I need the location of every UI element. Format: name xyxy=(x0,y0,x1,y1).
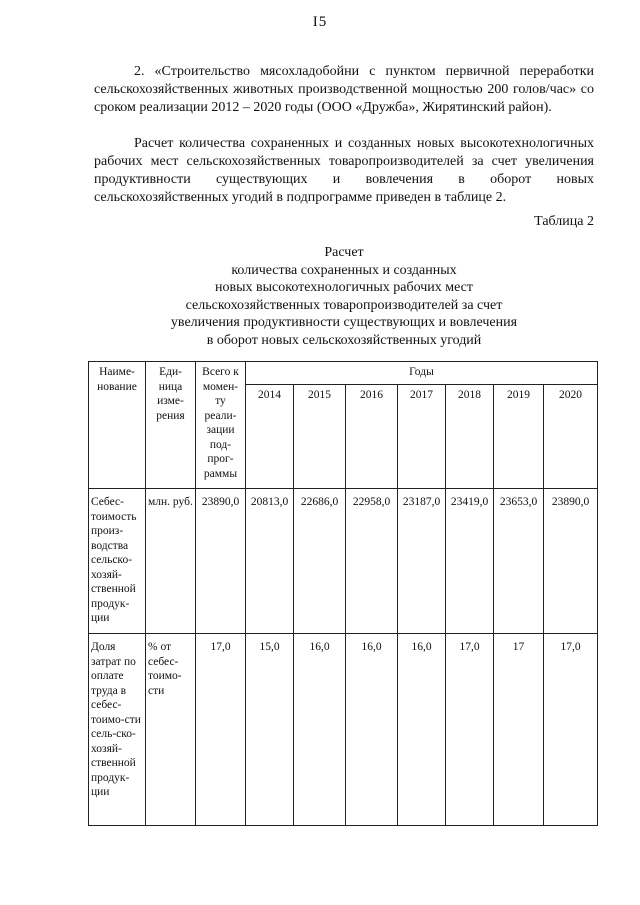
row-value: 22686,0 xyxy=(294,489,346,634)
row-value: 23890,0 xyxy=(544,489,598,634)
row-value: 16,0 xyxy=(398,634,446,826)
row-unit: % от себес-тоимо-сти xyxy=(146,634,196,826)
row-total: 17,0 xyxy=(196,634,246,826)
jobs-table xyxy=(88,361,598,826)
paragraph-project: 2. «Строительство мясохладобойни с пунктом первичной переработки сельскохозяйственных животных производственной мощностью 200 голов/час» со сроком реализации 2012 – 2020 годы (ООО «Дружба», Жирятинский район). xyxy=(94,64,594,115)
header-year: 2014 xyxy=(246,385,294,489)
row-name: Себес-тоимость произ-водства сельско-хозяй-ственной продук-ции xyxy=(89,489,146,634)
row-name: Доля затрат по оплате труда в себес-тоимо-сти сель-ско-хозяй-ственной продук-ции xyxy=(89,634,146,826)
header-year: 2016 xyxy=(346,385,398,489)
row-value: 16,0 xyxy=(294,634,346,826)
table-header-row xyxy=(89,362,598,385)
header-total: Всего к момен-ту реали-зации под-прог-раммы xyxy=(196,362,246,489)
table-row xyxy=(89,634,598,826)
table-caption xyxy=(94,244,594,349)
caption-line: увеличения продуктивности существующих и вовлечения xyxy=(170,315,518,330)
header-year: 2015 xyxy=(294,385,346,489)
header-year: 2019 xyxy=(494,385,544,489)
row-value: 17,0 xyxy=(544,634,598,826)
row-value: 17,0 xyxy=(446,634,494,826)
header-year: 2017 xyxy=(398,385,446,489)
header-year: 2020 xyxy=(544,385,598,489)
table-label: Таблица 2 xyxy=(534,214,594,229)
caption-line: количества сохраненных и созданных xyxy=(231,262,457,278)
paragraph-calculation: Расчет количества сохраненных и созданных новых высокотехнологичных рабочих мест сельскохозяйственных товаропроизводителей за счет увеличения продуктивности существующих и вовлечения в оборот новых сельскохозяйственных угодий в подпрограмме приведен в таблице 2. xyxy=(94,136,594,205)
row-value: 23419,0 xyxy=(446,489,494,634)
row-value: 17 xyxy=(494,634,544,826)
row-total: 23890,0 xyxy=(196,489,246,634)
row-value: 22958,0 xyxy=(346,489,398,634)
row-value: 23187,0 xyxy=(398,489,446,634)
caption-line: новых высокотехнологичных рабочих мест xyxy=(214,280,474,295)
caption-line: в оборот новых сельскохозяйственных угодий xyxy=(206,332,482,348)
row-value: 20813,0 xyxy=(246,489,294,634)
header-year: 2018 xyxy=(446,385,494,489)
header-name: Наиме-нование xyxy=(89,362,146,489)
caption-line: Расчет xyxy=(324,245,364,260)
row-unit: млн. руб. xyxy=(146,489,196,634)
table-row xyxy=(89,489,598,634)
caption-line: сельскохозяйственных товаропроизводителей за счет xyxy=(185,297,503,313)
row-value: 16,0 xyxy=(346,634,398,826)
row-value: 15,0 xyxy=(246,634,294,826)
header-unit: Еди-ница изме-рения xyxy=(146,362,196,489)
page-number: I5 xyxy=(312,14,328,30)
header-years: Годы xyxy=(246,362,598,385)
row-value: 23653,0 xyxy=(494,489,544,634)
